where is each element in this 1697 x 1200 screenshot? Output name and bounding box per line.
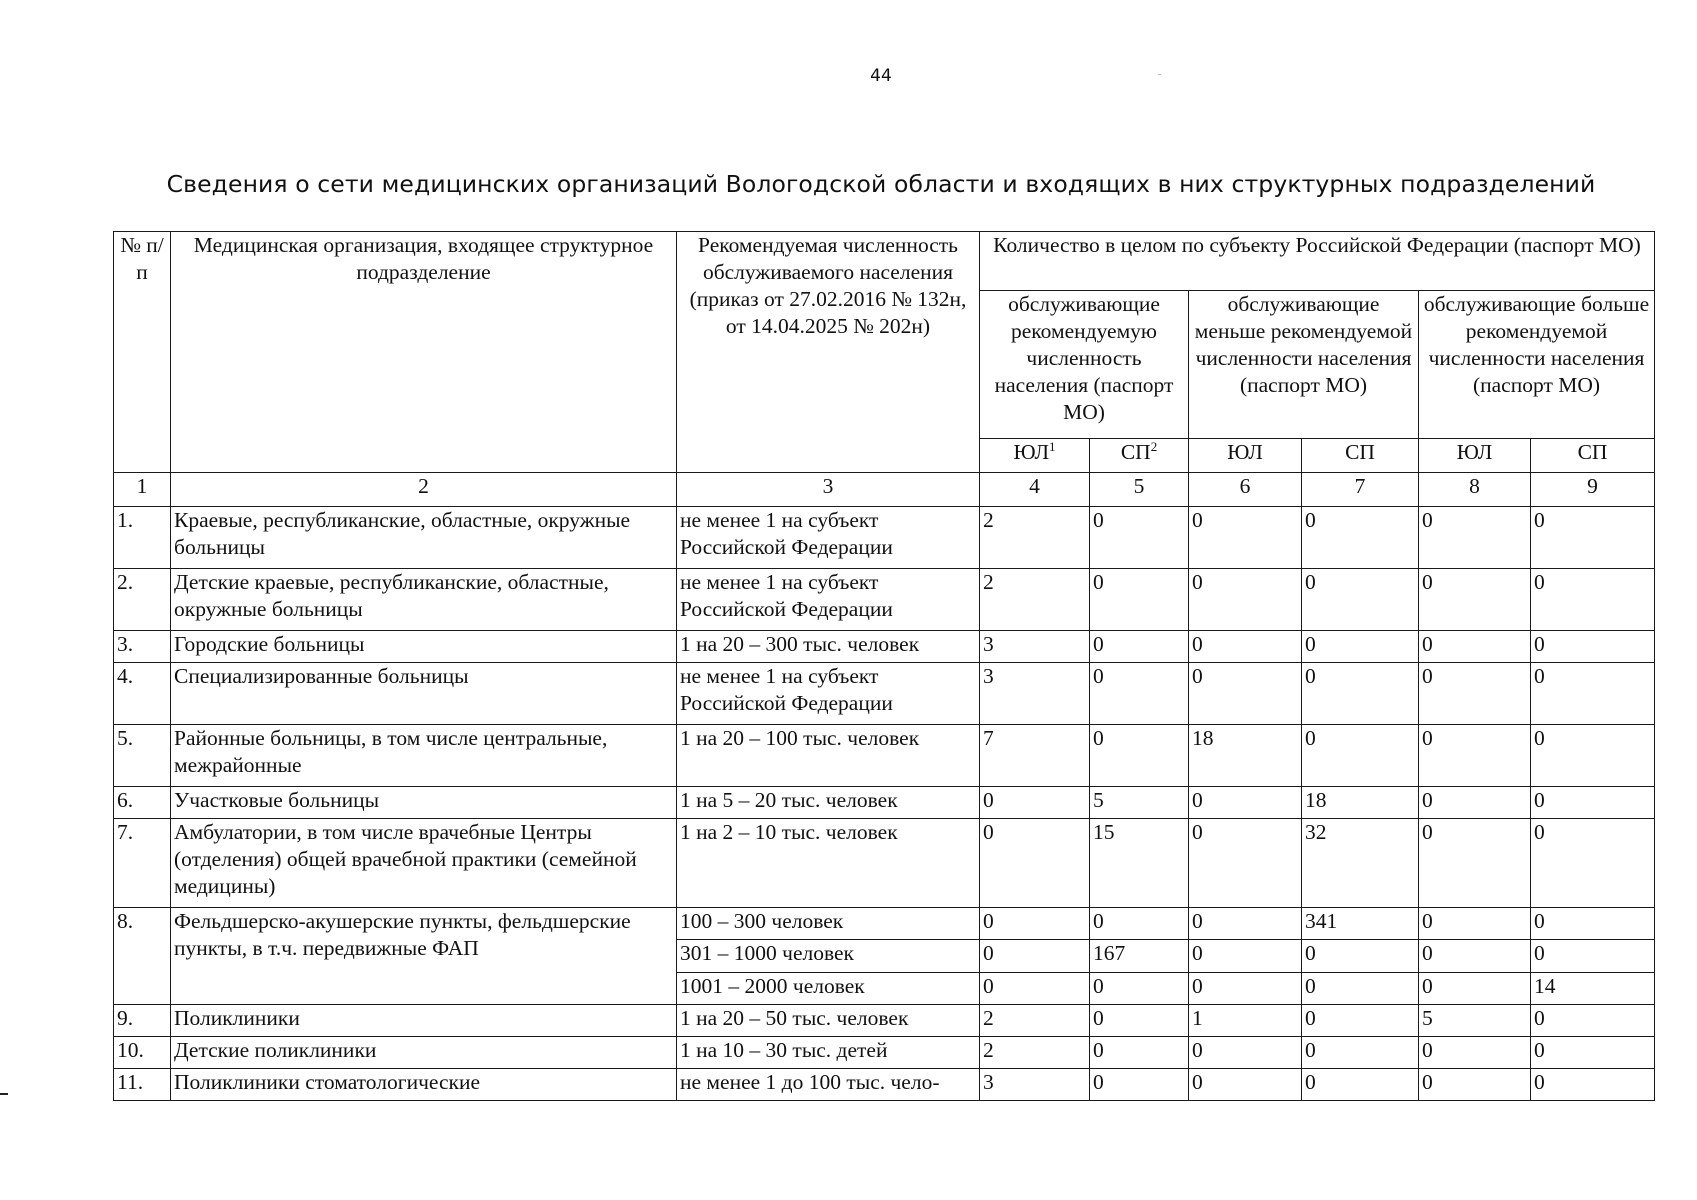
count-cell: 0 <box>1302 940 1419 973</box>
table-row <box>114 819 1655 908</box>
column-number: 6 <box>1189 473 1302 507</box>
header-recommended-population: Рекомендуемая численность обслуживаемого населения (приказ от 27.02.2016 № 132н, от 14.04.2025 № 202н) <box>677 232 980 473</box>
count-cell: 0 <box>1189 787 1302 819</box>
count-cell: 0 <box>1302 663 1419 725</box>
count-cell: 0 <box>1302 507 1419 569</box>
header-yul-8: ЮЛ <box>1419 439 1531 473</box>
header-yul-6: ЮЛ <box>1189 439 1302 473</box>
recommended-population: 100 – 300 человек <box>677 908 980 940</box>
count-cell: 5 <box>1090 787 1189 819</box>
count-cell: 14 <box>1531 973 1655 1005</box>
count-cell: 0 <box>1090 569 1189 631</box>
count-cell: 18 <box>1189 725 1302 787</box>
count-cell: 0 <box>1531 507 1655 569</box>
row-number: 6. <box>114 787 171 819</box>
count-cell: 3 <box>980 663 1090 725</box>
header-group-more: обслуживающие больше рекомендуемой численности населения (паспорт МО) <box>1419 291 1655 439</box>
column-number: 9 <box>1531 473 1655 507</box>
count-cell: 0 <box>1531 940 1655 973</box>
count-cell: 167 <box>1090 940 1189 973</box>
count-cell: 0 <box>1531 787 1655 819</box>
table-row <box>114 908 1655 940</box>
count-cell: 0 <box>980 940 1090 973</box>
document-title: Сведения о сети медицинских организаций Вологодской области и входящих в них структурных подразделений <box>166 170 1596 198</box>
count-cell: 0 <box>1302 1037 1419 1069</box>
organization-name: Поликлиники стоматологические <box>171 1069 677 1101</box>
row-number: 5. <box>114 725 171 787</box>
count-cell: 5 <box>1419 1005 1531 1037</box>
count-cell: 0 <box>1189 663 1302 725</box>
count-cell: 0 <box>1419 787 1531 819</box>
recommended-population: 1 на 2 – 10 тыс. человек <box>677 819 980 908</box>
count-cell: 0 <box>980 819 1090 908</box>
count-cell: 0 <box>1531 1005 1655 1037</box>
count-cell: 0 <box>1090 631 1189 663</box>
row-number: 3. <box>114 631 171 663</box>
organization-name: Городские больницы <box>171 631 677 663</box>
count-cell: 0 <box>1189 819 1302 908</box>
count-cell: 0 <box>1419 1037 1531 1069</box>
recommended-population: не менее 1 на субъект Российской Федерации <box>677 569 980 631</box>
row-number: 7. <box>114 819 171 908</box>
recommended-population: не менее 1 на субъект Российской Федерации <box>677 663 980 725</box>
count-cell: 0 <box>1302 973 1419 1005</box>
table-row <box>114 1037 1655 1069</box>
header-organization: Медицинская организация, входящее структурное подразделение <box>171 232 677 473</box>
count-cell: 0 <box>1419 725 1531 787</box>
organization-name: Участковые больницы <box>171 787 677 819</box>
count-cell: 0 <box>1189 507 1302 569</box>
count-cell: 2 <box>980 507 1090 569</box>
count-cell: 0 <box>1302 1005 1419 1037</box>
count-cell: 0 <box>1531 819 1655 908</box>
table-row <box>114 631 1655 663</box>
count-cell: 0 <box>1419 908 1531 940</box>
row-number: 9. <box>114 1005 171 1037</box>
header-sp-5: $СП^2$ <box>1090 439 1189 473</box>
count-cell: 0 <box>1419 819 1531 908</box>
count-cell: 0 <box>1090 908 1189 940</box>
column-number-row <box>114 473 1655 507</box>
header-total-count: Количество в целом по субъекту Российской Федерации (паспорт МО) <box>980 232 1655 291</box>
table-body <box>114 473 1655 1101</box>
table-row <box>114 1005 1655 1037</box>
recommended-population: 1 на 20 – 300 тыс. человек <box>677 631 980 663</box>
count-cell: 0 <box>1090 1005 1189 1037</box>
count-cell: 0 <box>1189 1037 1302 1069</box>
count-cell: 0 <box>980 787 1090 819</box>
recommended-population: 1001 – 2000 человек <box>677 973 980 1005</box>
count-cell: 2 <box>980 1005 1090 1037</box>
header-yul-4: $ЮЛ^1$ <box>980 439 1090 473</box>
page-number: 44 <box>870 66 892 86</box>
scan-mark <box>1158 74 1161 75</box>
count-cell: 0 <box>1419 1069 1531 1101</box>
organization-name: Детские поликлиники <box>171 1037 677 1069</box>
header-group-less: обслуживающие меньше рекомендуемой численности населения (паспорт МО) <box>1189 291 1419 439</box>
medical-organizations-table <box>113 231 1655 1101</box>
count-cell: 0 <box>1419 631 1531 663</box>
column-number: 4 <box>980 473 1090 507</box>
table-row <box>114 569 1655 631</box>
organization-name: Детские краевые, республиканские, областные, окружные больницы <box>171 569 677 631</box>
recommended-population: 301 – 1000 человек <box>677 940 980 973</box>
count-cell: 0 <box>1531 1069 1655 1101</box>
count-cell: 0 <box>1419 973 1531 1005</box>
organization-name: Специализированные больницы <box>171 663 677 725</box>
count-cell: 0 <box>1531 725 1655 787</box>
row-number: 4. <box>114 663 171 725</box>
table-row <box>114 507 1655 569</box>
count-cell: 18 <box>1302 787 1419 819</box>
organization-name: Краевые, республиканские, областные, окружные больницы <box>171 507 677 569</box>
footnote-mark-1: 1 <box>1049 438 1056 454</box>
column-number: 7 <box>1302 473 1419 507</box>
count-cell: 0 <box>1302 1069 1419 1101</box>
recommended-population: 1 на 20 – 50 тыс. человек <box>677 1005 980 1037</box>
count-cell: 0 <box>1302 631 1419 663</box>
row-number: 2. <box>114 569 171 631</box>
count-cell: 341 <box>1302 908 1419 940</box>
table-row <box>114 663 1655 725</box>
count-cell: 0 <box>1189 631 1302 663</box>
count-cell: 0 <box>1090 1069 1189 1101</box>
count-cell: 0 <box>1531 631 1655 663</box>
count-cell: 0 <box>1189 940 1302 973</box>
row-number: 1. <box>114 507 171 569</box>
count-cell: 0 <box>1531 569 1655 631</box>
count-cell: 0 <box>1189 973 1302 1005</box>
count-cell: 0 <box>1189 569 1302 631</box>
column-number: 2 <box>171 473 677 507</box>
row-number: 10. <box>114 1037 171 1069</box>
count-cell: 0 <box>1090 725 1189 787</box>
organization-name: Фельдшерско-акушерские пункты, фельдшерские пункты, в т.ч. передвижные ФАП <box>171 908 677 1005</box>
count-cell: 0 <box>1419 569 1531 631</box>
header-number: № п/п <box>114 232 171 473</box>
row-number: 8. <box>114 908 171 1005</box>
count-cell: 32 <box>1302 819 1419 908</box>
header-sp-9: СП <box>1531 439 1655 473</box>
organization-name: Поликлиники <box>171 1005 677 1037</box>
count-cell: 1 <box>1189 1005 1302 1037</box>
count-cell: 0 <box>1419 940 1531 973</box>
column-number: 8 <box>1419 473 1531 507</box>
count-cell: 15 <box>1090 819 1189 908</box>
count-cell: 0 <box>1419 663 1531 725</box>
count-cell: 0 <box>1090 973 1189 1005</box>
table-row <box>114 725 1655 787</box>
header-sp-7: СП <box>1302 439 1419 473</box>
count-cell: 2 <box>980 569 1090 631</box>
count-cell: 0 <box>1531 1037 1655 1069</box>
table-row <box>114 1069 1655 1101</box>
count-cell: 0 <box>1189 908 1302 940</box>
table-row <box>114 787 1655 819</box>
recommended-population: 1 на 10 – 30 тыс. детей <box>677 1037 980 1069</box>
recommended-population: не менее 1 на субъект Российской Федерации <box>677 507 980 569</box>
count-cell: 0 <box>1419 507 1531 569</box>
organization-name: Амбулатории, в том числе врачебные Центры (отделения) общей врачебной практики (семейной медицины) <box>171 819 677 908</box>
count-cell: 3 <box>980 631 1090 663</box>
recommended-population: 1 на 5 – 20 тыс. человек <box>677 787 980 819</box>
column-number: 3 <box>677 473 980 507</box>
count-cell: 0 <box>1090 1037 1189 1069</box>
count-cell: 2 <box>980 1037 1090 1069</box>
count-cell: 0 <box>980 973 1090 1005</box>
count-cell: 0 <box>1531 908 1655 940</box>
count-cell: 0 <box>1302 725 1419 787</box>
recommended-population: не менее 1 до 100 тыс. чело- <box>677 1069 980 1101</box>
count-cell: 7 <box>980 725 1090 787</box>
organization-name: Районные больницы, в том числе центральные, межрайонные <box>171 725 677 787</box>
count-cell: 0 <box>1090 663 1189 725</box>
count-cell: 0 <box>1302 569 1419 631</box>
footnote-mark-2: 2 <box>1150 438 1158 454</box>
row-number: 11. <box>114 1069 171 1101</box>
header-group-recommended: обслуживающие рекомендуемую численность населения (паспорт МО) <box>980 291 1189 439</box>
margin-dash <box>0 1093 8 1095</box>
count-cell: 3 <box>980 1069 1090 1101</box>
column-number: 1 <box>114 473 171 507</box>
count-cell: 0 <box>980 908 1090 940</box>
count-cell: 0 <box>1531 663 1655 725</box>
recommended-population: 1 на 20 – 100 тыс. человек <box>677 725 980 787</box>
count-cell: 0 <box>1189 1069 1302 1101</box>
column-number: 5 <box>1090 473 1189 507</box>
count-cell: 0 <box>1090 507 1189 569</box>
